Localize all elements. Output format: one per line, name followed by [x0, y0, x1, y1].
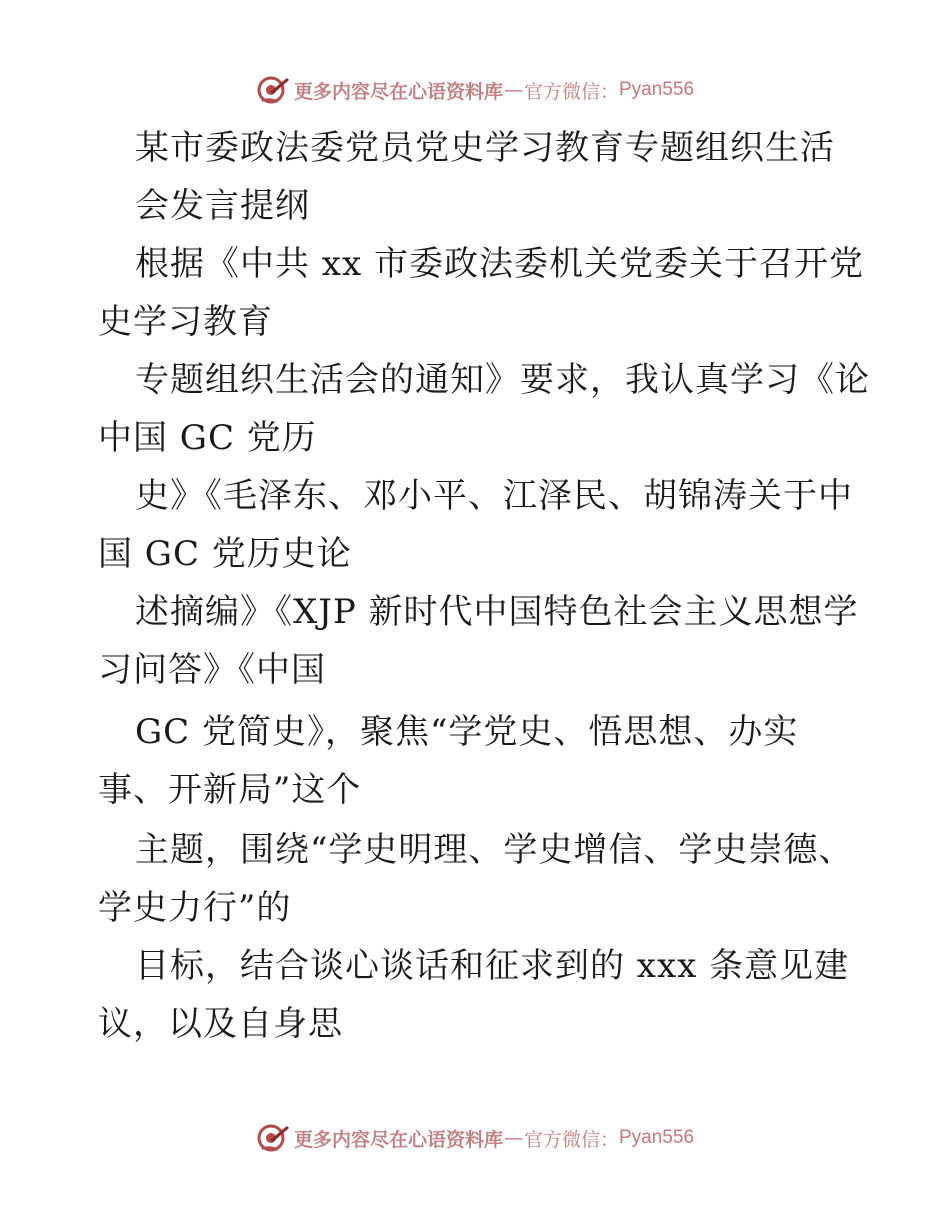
doc-line-9: 述摘编》《XJP 新时代中国特色社会主义思想学: [135, 592, 859, 632]
doc-line-16: 议，以及自身思: [98, 1004, 343, 1044]
doc-line-11: GC 党简史》，聚焦“学党史、悟思想、办实: [135, 712, 799, 752]
doc-line-7: 史》《毛泽东、邓小平、江泽民、胡锦涛关于中: [135, 476, 853, 516]
doc-line-12: 事、开新局”这个: [98, 770, 362, 810]
doc-line-15: 目标，结合谈心谈话和征求到的 xxx 条意见建: [135, 946, 850, 986]
footer-wechat-id: Pyan556: [619, 1127, 695, 1148]
pen-logo-icon: [256, 1121, 290, 1155]
doc-line-4: 史学习教育: [98, 302, 273, 342]
doc-line-2: 会发言提纲: [135, 186, 310, 226]
doc-line-14: 学史力行”的: [98, 888, 292, 928]
doc-line-8: 国 GC 党历史论: [98, 534, 352, 574]
doc-line-13: 主题，围绕“学史明理、学史增信、学史崇德、: [135, 830, 854, 870]
header-banner: [0, 70, 950, 110]
header-wechat-id: Pyan556: [619, 79, 695, 100]
header-banner-separator: —: [503, 79, 523, 101]
footer-banner-separator: —: [503, 1127, 523, 1149]
doc-line-5: 专题组织生活会的通知》要求，我认真学习《论: [135, 360, 870, 400]
footer-banner-text: 更多内容尽在心语资料库: [293, 1128, 503, 1151]
header-banner-text: 更多内容尽在心语资料库: [293, 80, 503, 103]
doc-line-10: 习问答》《中国: [98, 650, 326, 690]
doc-line-1: 某市委政法委党员党史学习教育专题组织生活: [135, 128, 835, 168]
footer-banner: [0, 1118, 950, 1158]
pen-logo-icon: [256, 73, 290, 107]
doc-line-6: 中国 GC 党历: [98, 418, 317, 458]
doc-line-3: 根据《中共 xx 市委政法委机关党委关于召开党: [135, 244, 864, 284]
footer-wechat-label: 官方微信：: [523, 1128, 619, 1151]
header-wechat-label: 官方微信：: [523, 80, 619, 103]
